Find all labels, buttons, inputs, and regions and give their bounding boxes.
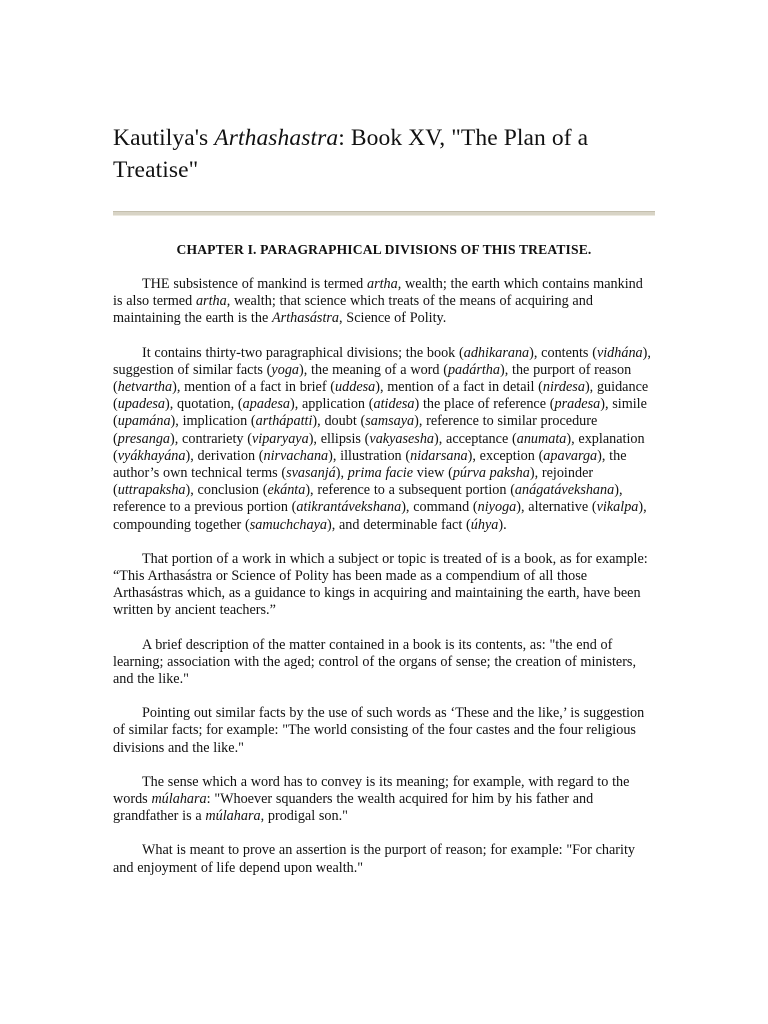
italic-term: uddesa	[335, 379, 376, 396]
italic-term: presanga	[117, 430, 171, 447]
italic-term: niyoga	[477, 499, 517, 516]
italic-term: artha	[195, 293, 227, 310]
text-run: , wealth; the earth which contains mankind is also termed	[113, 276, 643, 310]
title-suffix: : Book XV, "The Plan of a Treatise"	[113, 125, 589, 183]
italic-term: vikalpa	[596, 499, 639, 516]
italic-term: púrva paksha	[452, 465, 530, 482]
italic-term: úhya	[470, 516, 499, 533]
text-run: , prodigal son."	[260, 808, 348, 825]
italic-term: hetvartha	[117, 379, 173, 396]
chapter-heading: CHAPTER I. PARAGRAPHICAL DIVISIONS OF THIS TREATISE.	[176, 242, 592, 257]
text-run: ), suggestion of similar facts (	[113, 344, 651, 378]
body-paragraph	[113, 705, 655, 757]
italic-term: múlahara	[205, 808, 261, 825]
italic-term: pradesa	[554, 396, 601, 413]
body-paragraph	[113, 842, 655, 876]
italic-term: atikrantávekshana	[296, 499, 402, 516]
italic-term: upadesa	[117, 396, 166, 413]
italic-term: padártha	[447, 361, 500, 378]
text-run: : "Whoever squanders the wealth acquired for him by his father and grandfather is a	[113, 791, 594, 825]
italic-term: nirdesa	[542, 379, 585, 396]
text-run: ), acceptance (	[434, 430, 517, 447]
text-run: ),	[335, 465, 348, 482]
italic-term: upamána	[117, 413, 171, 430]
italic-term: arthápatti	[255, 413, 313, 430]
text-run: ), quotation, (	[165, 396, 243, 413]
italic-term: vakyasesha	[369, 430, 435, 447]
italic-term: nirvachana	[263, 447, 329, 464]
text-run: ), the purport of reason (	[113, 361, 632, 396]
italic-term: Arthasástra	[272, 310, 340, 327]
italic-term: svasanjá	[286, 465, 336, 482]
italic-term: samsaya	[365, 413, 415, 430]
text-run: ), contents (	[529, 344, 597, 361]
text-run: ), and determinable fact (	[326, 516, 471, 533]
italic-term: vyákhayána	[117, 447, 186, 464]
text-run: ), the meaning of a word (	[299, 361, 448, 378]
text-run: THE subsistence of mankind is termed	[142, 276, 367, 292]
italic-term: anágatávekshana	[514, 482, 615, 499]
text-run: ), mention of a fact in brief (	[172, 379, 336, 396]
italic-term: uttrapaksha	[117, 482, 186, 499]
document-title	[113, 122, 655, 186]
text-run: What is meant to prove an assertion is the purport of reason; for example: "For charity and enjoyment of life depend upon wealth."	[113, 842, 635, 876]
italic-term: adhikarana	[463, 344, 530, 361]
text-run: ), command (	[401, 499, 478, 516]
text-run: view (	[413, 465, 453, 482]
title-prefix: Kautilya's	[113, 125, 215, 151]
italic-term: ekánta	[267, 482, 306, 499]
text-run: ), illustration (	[328, 447, 411, 464]
title-italic: Arthashastra	[214, 125, 339, 151]
italic-term: artha	[367, 276, 398, 292]
text-run: ), the author’s own technical terms (	[113, 447, 627, 482]
text-run: ), reference to a previous portion (	[113, 482, 623, 516]
text-run: ), application (	[289, 396, 374, 413]
text-run: ), exception (	[467, 447, 544, 464]
text-run: ), rejoinder (	[113, 465, 594, 499]
document-page	[113, 122, 655, 877]
horizontal-rule	[113, 211, 655, 216]
body-paragraph	[113, 345, 655, 534]
text-run: ), doubt (	[312, 413, 366, 430]
text-run: ), conclusion (	[185, 482, 268, 499]
text-run: , wealth; that science which treats of the means of acquiring and maintaining the earth is the	[113, 293, 593, 327]
body-paragraph	[113, 637, 655, 689]
text-run: Pointing out similar facts by the use of such words as ‘These and the like,’ is suggestion of similar facts; for example: "The world consisting of the four castes and the four religious divisions and the like."	[113, 705, 645, 756]
body-paragraph	[113, 551, 655, 620]
body-paragraph	[113, 774, 655, 826]
text-run: ), reference to a subsequent portion (	[305, 482, 515, 499]
text-run: ), contrariety (	[170, 430, 252, 447]
italic-term: vidhána	[596, 344, 643, 361]
italic-term: yoga	[271, 361, 300, 378]
italic-term: prima facie	[347, 465, 414, 482]
text-run: A brief description of the matter contained in a book is its contents, as: "the end of learning; association with the aged; control of the organs of sense; the creation of ministers, and the like."	[113, 636, 636, 688]
body-paragraph	[113, 276, 655, 328]
italic-term: samuchchaya	[249, 516, 327, 533]
text-run: ), derivation (	[185, 447, 264, 464]
italic-term: viparyaya	[251, 430, 309, 447]
text-run: ), implication (	[170, 413, 256, 430]
italic-term: múlahara	[151, 791, 207, 808]
text-run: ), mention of a fact in detail (	[375, 379, 543, 396]
text-run: ), reference to similar procedure (	[113, 413, 598, 447]
text-run: That portion of a work in which a subject or topic is treated of is a book, as for example: “This Arthasástra or Science of Polity has been made as a compendium of all those Arthasástras which, as a guidance to kings in acquiring and maintaining the earth, have been written by ancient teachers.”	[113, 550, 648, 619]
text-run: ), ellipsis (	[308, 430, 370, 447]
text-run: ).	[498, 516, 507, 533]
text-run: ), guidance (	[113, 379, 649, 413]
text-run: ), explanation (	[113, 430, 645, 464]
italic-term: anumata	[516, 430, 567, 447]
italic-term: apavarga	[543, 447, 598, 464]
text-run: It contains thirty-two paragraphical divisions; the book (	[142, 344, 464, 361]
italic-term: nidarsana	[410, 447, 468, 464]
text-run: ), compounding together (	[113, 499, 647, 533]
italic-term: apadesa	[242, 396, 290, 413]
text-run: The sense which a word has to convey is its meaning; for example, with regard to the words	[113, 773, 630, 808]
text-run: ), simile (	[113, 396, 647, 430]
text-run: ), alternative (	[516, 499, 597, 516]
italic-term: atidesa	[373, 396, 415, 413]
text-run: , Science of Polity.	[339, 310, 447, 327]
body-text	[113, 276, 655, 877]
text-run: ) the place of reference (	[414, 396, 555, 413]
